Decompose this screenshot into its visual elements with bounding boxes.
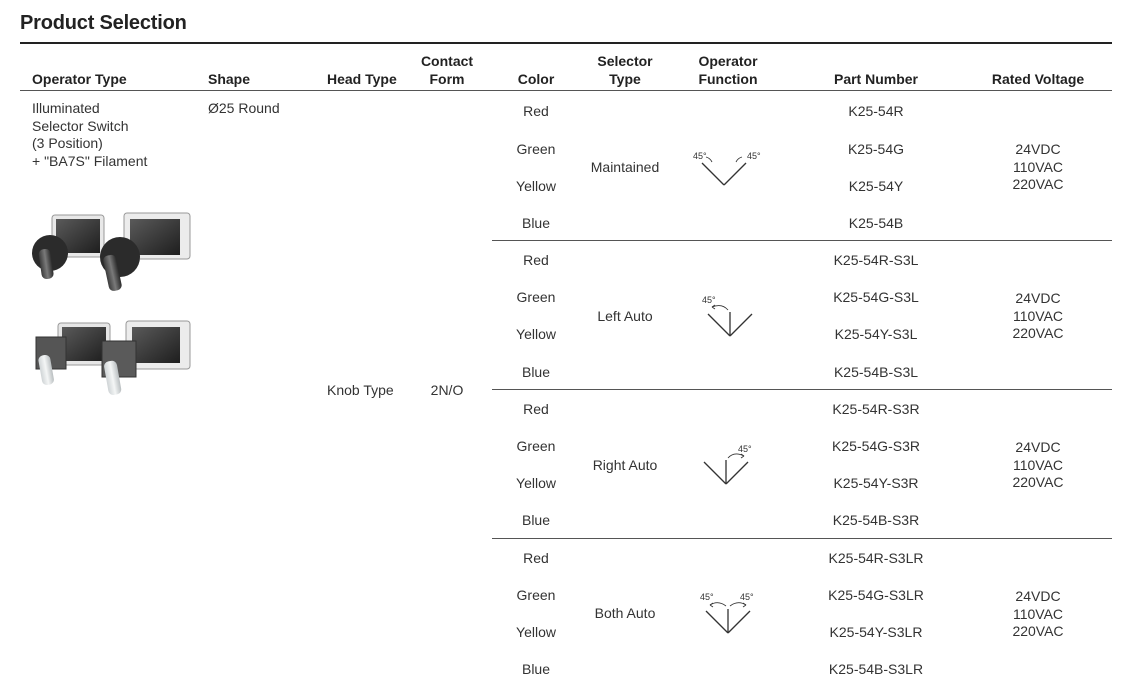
- part-number-cell: K25-54Y-S3R: [833, 475, 919, 491]
- color-cell: Yellow: [516, 624, 556, 640]
- voltage-line: 110VAC: [1012, 605, 1064, 622]
- part-number-cell: K25-54G-S3L: [833, 289, 919, 305]
- part-number-cell: K25-54Y-S3L: [834, 326, 918, 342]
- rated-voltage-cell: [978, 588, 1098, 641]
- color-cell: Green: [516, 141, 556, 157]
- operator-type-line: (3 Position): [32, 135, 103, 151]
- shape-value: Ø25 Round: [208, 100, 280, 116]
- voltage-line: 110VAC: [1012, 456, 1064, 473]
- switch-bottom-right: [102, 321, 190, 396]
- rated-voltage-cell: [978, 290, 1098, 343]
- header-operator-function-line1: Operator: [698, 53, 758, 69]
- header-color: Color: [517, 71, 555, 87]
- maintained-function-diagram: [690, 145, 770, 190]
- color-cell: Red: [523, 252, 549, 268]
- color-cell: Red: [523, 103, 549, 119]
- color-cell: Blue: [521, 364, 551, 380]
- both-auto-function-diagram: [690, 587, 770, 637]
- header-contact-form-line1: Contact: [420, 53, 474, 69]
- header-contact-form: [407, 52, 487, 88]
- right-auto-function-diagram: [690, 438, 770, 488]
- header-operator-type: Operator Type: [32, 71, 127, 87]
- color-cell: Yellow: [516, 326, 556, 342]
- color-cell: Blue: [521, 512, 551, 528]
- page-title: Product Selection: [20, 12, 187, 34]
- header-selector-type-line2: Type: [609, 71, 641, 87]
- header-contact-form-line2: Form: [429, 71, 465, 87]
- part-number-cell: K25-54Y-S3LR: [829, 624, 923, 640]
- voltage-line: 110VAC: [1012, 307, 1064, 324]
- header-selector-type-line1: Selector: [597, 53, 653, 69]
- operator-type-line: Illuminated: [32, 100, 100, 116]
- voltage-line: 24VDC: [1015, 141, 1061, 157]
- part-number-cell: K25-54B-S3L: [833, 364, 919, 380]
- operator-type-line: + "BA7S" Filament: [32, 152, 148, 169]
- header-selector-type: [575, 52, 675, 88]
- rated-voltage-cell: [978, 141, 1098, 194]
- color-cell: Red: [523, 401, 549, 417]
- group-divider: [492, 240, 1112, 241]
- angle-label-left: 45°: [693, 151, 707, 161]
- color-cell: Green: [516, 587, 556, 603]
- rated-voltage-cell: [978, 439, 1098, 492]
- voltage-line: 220VAC: [1012, 325, 1064, 341]
- header-operator-function: [678, 52, 778, 88]
- color-cell: Yellow: [516, 178, 556, 194]
- voltage-line: 24VDC: [1015, 588, 1061, 604]
- part-number-cell: K25-54G: [847, 141, 905, 157]
- operator-type-line: Selector Switch: [32, 117, 129, 134]
- voltage-line: 220VAC: [1012, 474, 1064, 490]
- header-operator-function-line2: Function: [698, 71, 758, 87]
- color-cell: Blue: [521, 661, 551, 677]
- part-number-cell: K25-54G-S3LR: [828, 587, 924, 603]
- color-cell: Red: [523, 550, 549, 566]
- left-auto-function-diagram: [690, 290, 770, 340]
- part-number-cell: K25-54B: [848, 215, 904, 231]
- color-cell: Yellow: [516, 475, 556, 491]
- voltage-line: 24VDC: [1015, 290, 1061, 306]
- part-number-cell: K25-54G-S3R: [832, 438, 920, 454]
- part-number-cell: K25-54R: [848, 103, 904, 119]
- voltage-line: 110VAC: [1012, 158, 1064, 175]
- angle-label-right: 45°: [740, 592, 754, 602]
- contact-form-value: 2N/O: [430, 382, 464, 398]
- header-part-number: Part Number: [833, 71, 919, 87]
- header-head-type: Head Type: [327, 71, 397, 87]
- selector-type-cell: Left Auto: [597, 308, 653, 324]
- switch-bottom-left: [36, 323, 110, 386]
- group-divider: [492, 389, 1112, 390]
- angle-label-left: 45°: [702, 295, 716, 305]
- part-number-cell: K25-54B-S3LR: [828, 661, 924, 677]
- voltage-line: 24VDC: [1015, 439, 1061, 455]
- header-rated-voltage: Rated Voltage: [991, 71, 1085, 87]
- head-type-value: Knob Type: [327, 382, 394, 398]
- part-number-cell: K25-54R-S3LR: [828, 550, 924, 566]
- product-photo: [30, 205, 200, 405]
- selector-type-cell: Maintained: [590, 159, 660, 175]
- switch-top-right: [100, 213, 190, 292]
- color-cell: Blue: [521, 215, 551, 231]
- part-number-cell: K25-54R-S3R: [832, 401, 920, 417]
- part-number-cell: K25-54B-S3R: [832, 512, 920, 528]
- part-number-cell: K25-54Y: [848, 178, 904, 194]
- angle-label-left: 45°: [700, 592, 714, 602]
- voltage-line: 220VAC: [1012, 176, 1064, 192]
- color-cell: Green: [516, 438, 556, 454]
- header-rule: [20, 90, 1112, 91]
- part-number-cell: K25-54R-S3L: [833, 252, 919, 268]
- color-cell: Green: [516, 289, 556, 305]
- selector-type-cell: Both Auto: [594, 605, 656, 621]
- title-rule: [20, 42, 1112, 44]
- switch-top-left: [32, 215, 104, 280]
- angle-label-right: 45°: [747, 151, 761, 161]
- selector-type-cell: Right Auto: [592, 457, 658, 473]
- group-divider: [492, 538, 1112, 539]
- voltage-line: 220VAC: [1012, 623, 1064, 639]
- header-shape: Shape: [208, 71, 251, 87]
- angle-label-right: 45°: [738, 444, 752, 454]
- operator-type-description: [32, 100, 147, 170]
